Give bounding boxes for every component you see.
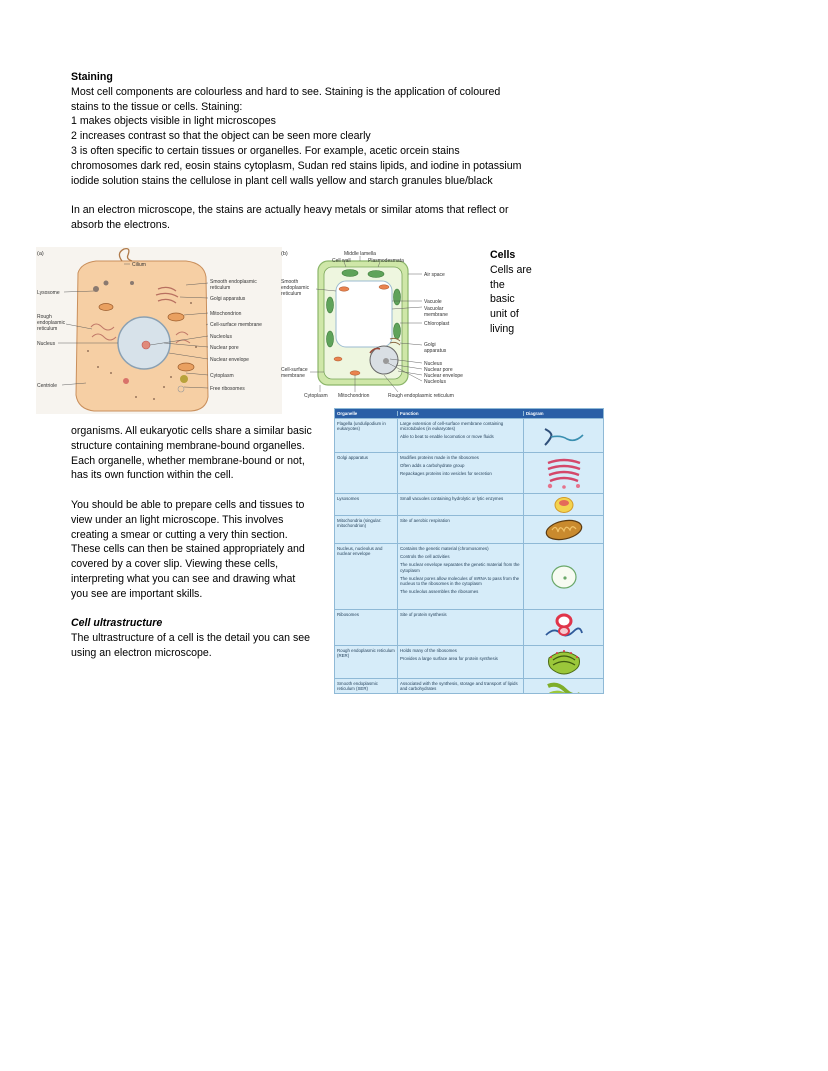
plant-label-cytoplasm: Cytoplasm bbox=[304, 393, 328, 399]
staining-line: 2 increases contrast so that the object can be seen more clearly bbox=[71, 130, 371, 143]
plant-label-csm: membrane bbox=[281, 373, 305, 379]
function-cell bbox=[397, 646, 523, 678]
plant-label-nuclear-envelope: Nuclear envelope bbox=[424, 373, 463, 379]
table-row bbox=[335, 452, 603, 493]
animal-label-nuclear-pore: Nuclear pore bbox=[210, 345, 239, 351]
function-cell bbox=[397, 544, 523, 609]
function-text: Modifies proteins made in the ribosomes bbox=[400, 455, 479, 460]
plant-label-rough-er: Rough endoplasmic reticulum bbox=[388, 393, 454, 399]
animal-label-lysosome: Lysosome bbox=[37, 290, 60, 296]
nucleus-icon bbox=[550, 564, 578, 590]
function-text: Small vacuoles containing hydrolytic or lytic enzymes bbox=[400, 496, 504, 501]
function-text: Able to beat to enable locomotion or move fluids bbox=[400, 434, 494, 440]
plant-cell-diagram bbox=[280, 247, 486, 400]
animal-label-nuclear-envelope: Nuclear envelope bbox=[210, 357, 249, 363]
table-header-row bbox=[335, 409, 603, 418]
table-row bbox=[335, 645, 603, 678]
staining-heading: Staining bbox=[71, 71, 113, 83]
diagram-cell bbox=[523, 419, 603, 452]
flagellum-icon bbox=[541, 425, 587, 447]
staining-section bbox=[71, 70, 551, 188]
plant-label-smooth-er: endoplasmic bbox=[281, 285, 310, 291]
animal-label-mitochondrion: Mitochondrion bbox=[210, 311, 242, 317]
cells-word: the bbox=[490, 278, 505, 291]
ultra-line: The ultrastructure of a cell is the detail you can see bbox=[71, 631, 311, 644]
animal-label-csm: Cell-surface membrane bbox=[210, 322, 262, 328]
ultra-line: using an electron microscope. bbox=[71, 646, 212, 659]
plant-label-air-space: Air space bbox=[424, 272, 445, 278]
animal-label-centriole: Centriole bbox=[37, 383, 58, 389]
ultrastructure-heading: Cell ultrastructure bbox=[71, 617, 163, 629]
cells-word: living bbox=[490, 322, 515, 335]
animal-label-nucleus: Nucleus bbox=[37, 341, 56, 347]
mitochondrion-icon bbox=[544, 518, 584, 542]
staining-line: Most cell components are colourless and hard to see. Staining is the application of coloured bbox=[71, 85, 501, 98]
diagram-cell bbox=[523, 453, 603, 493]
prep-line: interpreting what you can see and drawing what bbox=[71, 572, 296, 585]
table-row bbox=[335, 678, 603, 694]
plant-label-golgi: apparatus bbox=[424, 348, 447, 354]
function-text: Controls the cell activities bbox=[400, 554, 450, 560]
golgi-apparatus-icon bbox=[544, 455, 584, 491]
plant-label-golgi: Golgi bbox=[424, 342, 436, 348]
prep-line: covered by a cover slip. Viewing these cells, bbox=[71, 558, 279, 571]
function-text: Contains the genetic material (chromosomes) bbox=[400, 546, 489, 551]
animal-label-rough-er: endoplasmic bbox=[37, 320, 66, 326]
preparation-paragraph bbox=[71, 498, 329, 602]
electron-line: In an electron microscope, the stains are actually heavy metals or similar atoms that reflect or bbox=[71, 204, 509, 216]
organelle-cell: Lysosomes bbox=[337, 496, 360, 501]
organelle-table bbox=[334, 408, 604, 694]
rough-er-icon bbox=[545, 648, 583, 676]
organelle-cell: Nucleus, nucleolus and nuclear envelope bbox=[337, 546, 383, 557]
prep-line: These cells can then be stained appropriately and bbox=[71, 543, 305, 556]
organelle-cell: Smooth endoplasmic reticulum (SER) bbox=[337, 681, 379, 692]
plant-label-chloroplast: Chloroplast bbox=[424, 321, 450, 327]
function-text: The nuclear envelope separates the genetic material from the cytoplasm bbox=[400, 562, 520, 573]
ultrastructure-section bbox=[71, 616, 329, 660]
function-cell bbox=[397, 610, 523, 645]
plant-label-nucleus: Nucleus bbox=[424, 361, 443, 367]
staining-line: 3 is often specific to certain tissues or organelles. For example, acetic orcein stains bbox=[71, 144, 460, 157]
prep-line: view under an light microscope. This involves bbox=[71, 513, 284, 526]
lysosome-icon bbox=[553, 496, 575, 514]
function-text: Site of protein synthesis bbox=[400, 612, 447, 617]
organelle-cell: Mitochondria (singular: mitochondrion) bbox=[337, 518, 382, 529]
plant-label-vacuolar-membrane: membrane bbox=[424, 312, 448, 318]
header-function: Function bbox=[397, 411, 523, 416]
diagram-cell bbox=[523, 679, 603, 694]
cells-word: Cells are bbox=[490, 263, 532, 276]
function-text: Often adds a carbohydrate group bbox=[400, 463, 465, 469]
animal-label-cytoplasm: Cytoplasm bbox=[210, 373, 234, 379]
cells-heading: Cells bbox=[490, 249, 516, 261]
diagram-cell bbox=[523, 646, 603, 678]
plant-label-nuclear-pore: Nuclear pore bbox=[424, 367, 453, 373]
plant-label-smooth-er: Smooth bbox=[281, 279, 299, 285]
organelle-cell: Ribosomes bbox=[337, 612, 359, 617]
cells-word: unit of bbox=[490, 308, 519, 321]
plant-label-middle-lamella: Middle lamella bbox=[344, 251, 376, 257]
function-text: Site of aerobic respiration bbox=[400, 518, 450, 523]
staining-line: 1 makes objects visible in light microscopes bbox=[71, 115, 276, 128]
cells-line: organisms. All eukaryotic cells share a similar basic bbox=[71, 425, 312, 437]
staining-line: stains to the tissue or cells. Staining: bbox=[71, 100, 243, 113]
diagram-cell bbox=[523, 494, 603, 515]
plant-label-plasmodesmata: Plasmodesmata bbox=[368, 258, 404, 264]
plant-label-vacuole: Vacuole bbox=[424, 299, 442, 305]
animal-label-free-ribosomes: Free ribosomes bbox=[210, 386, 245, 392]
header-organelle: Organelle bbox=[337, 410, 358, 416]
smooth-er-icon bbox=[545, 680, 583, 695]
plant-label-mitochondrion: Mitochondrion bbox=[338, 393, 370, 399]
table-row bbox=[335, 493, 603, 515]
organelle-cell: Flagella (undulipodium in eukaryotes) bbox=[337, 421, 386, 432]
animal-label-rough-er: reticulum bbox=[37, 326, 58, 332]
animal-label-smooth-er: reticulum bbox=[210, 285, 231, 291]
cells-line: structure containing membrane-bound organelles. bbox=[71, 439, 305, 452]
function-cell bbox=[397, 679, 523, 694]
electron-paragraph bbox=[71, 203, 551, 233]
prep-line: You should be able to prepare cells and tissues to bbox=[71, 499, 305, 511]
plant-label-cell-wall: Cell wall bbox=[332, 258, 351, 264]
animal-label-smooth-er: Smooth endoplasmic bbox=[210, 279, 257, 285]
electron-line: absorb the electrons. bbox=[71, 218, 170, 231]
function-cell bbox=[397, 494, 523, 515]
function-cell bbox=[397, 453, 523, 493]
function-text: Provides a large surface area for protein synthesis bbox=[400, 656, 498, 662]
organelle-cell: Golgi apparatus bbox=[337, 455, 368, 460]
cells-paragraph bbox=[71, 424, 329, 483]
table-row bbox=[335, 543, 603, 609]
function-cell bbox=[397, 516, 523, 543]
header-diagram: Diagram bbox=[523, 411, 603, 416]
ribosome-icon bbox=[544, 613, 584, 643]
prep-line: you see are important skills. bbox=[71, 587, 203, 600]
plant-label-nucleolus: Nucleolus bbox=[424, 379, 446, 385]
table-row bbox=[335, 515, 603, 543]
animal-cell-diagram bbox=[36, 247, 282, 414]
animal-label-nucleolus: Nucleolus bbox=[210, 334, 232, 340]
table-row bbox=[335, 609, 603, 645]
plant-label-smooth-er: reticulum bbox=[281, 291, 302, 297]
table-row bbox=[335, 418, 603, 452]
function-text: Holds many of the ribosomes bbox=[400, 648, 457, 653]
cells-line: Each organelle, whether membrane-bound or not, bbox=[71, 454, 305, 467]
function-text: Large extension of cell-surface membrane containing microtubules (in eukaryotes) bbox=[400, 421, 504, 432]
diagram-cell bbox=[523, 516, 603, 543]
plant-label-csm: Cell-surface bbox=[281, 367, 308, 373]
function-text: The nuclear pores allow molecules of mRNA to pass from the nucleus to the ribosomes in the cytoplasm bbox=[400, 575, 520, 587]
cells-side-column bbox=[490, 248, 550, 337]
plant-panel-label: (b) bbox=[281, 251, 288, 257]
diagram-cell bbox=[523, 544, 603, 609]
function-text: The nucleolus assembles the ribosomes bbox=[400, 589, 479, 595]
animal-label-golgi: Golgi apparatus bbox=[210, 296, 246, 302]
staining-line: iodide solution stains the cellulose in plant cell walls yellow and starch granules blue/black bbox=[71, 174, 493, 187]
plant-label-vacuolar-membrane: Vacuolar bbox=[424, 306, 444, 312]
function-cell bbox=[397, 419, 523, 452]
prep-line: creating a smear or cutting a very thin section. bbox=[71, 528, 288, 541]
diagram-cell bbox=[523, 610, 603, 645]
staining-line: chromosomes dark red, eosin stains cytoplasm, Sudan red stains lipids, and iodine in potassium bbox=[71, 159, 522, 172]
function-text: Associated with the synthesis, storage and transport of lipids and carbohydrates bbox=[400, 681, 518, 692]
function-text: Repackages proteins into vesicles for secretion bbox=[400, 471, 492, 477]
organelle-cell: Rough endoplasmic reticulum (RER) bbox=[337, 648, 395, 659]
cells-word: basic bbox=[490, 293, 515, 306]
animal-panel-label: (a) bbox=[37, 251, 44, 257]
cells-line: has its own function within the cell. bbox=[71, 469, 234, 482]
animal-label-cilium: Cilium bbox=[132, 262, 146, 268]
animal-label-rough-er: Rough bbox=[37, 314, 52, 320]
